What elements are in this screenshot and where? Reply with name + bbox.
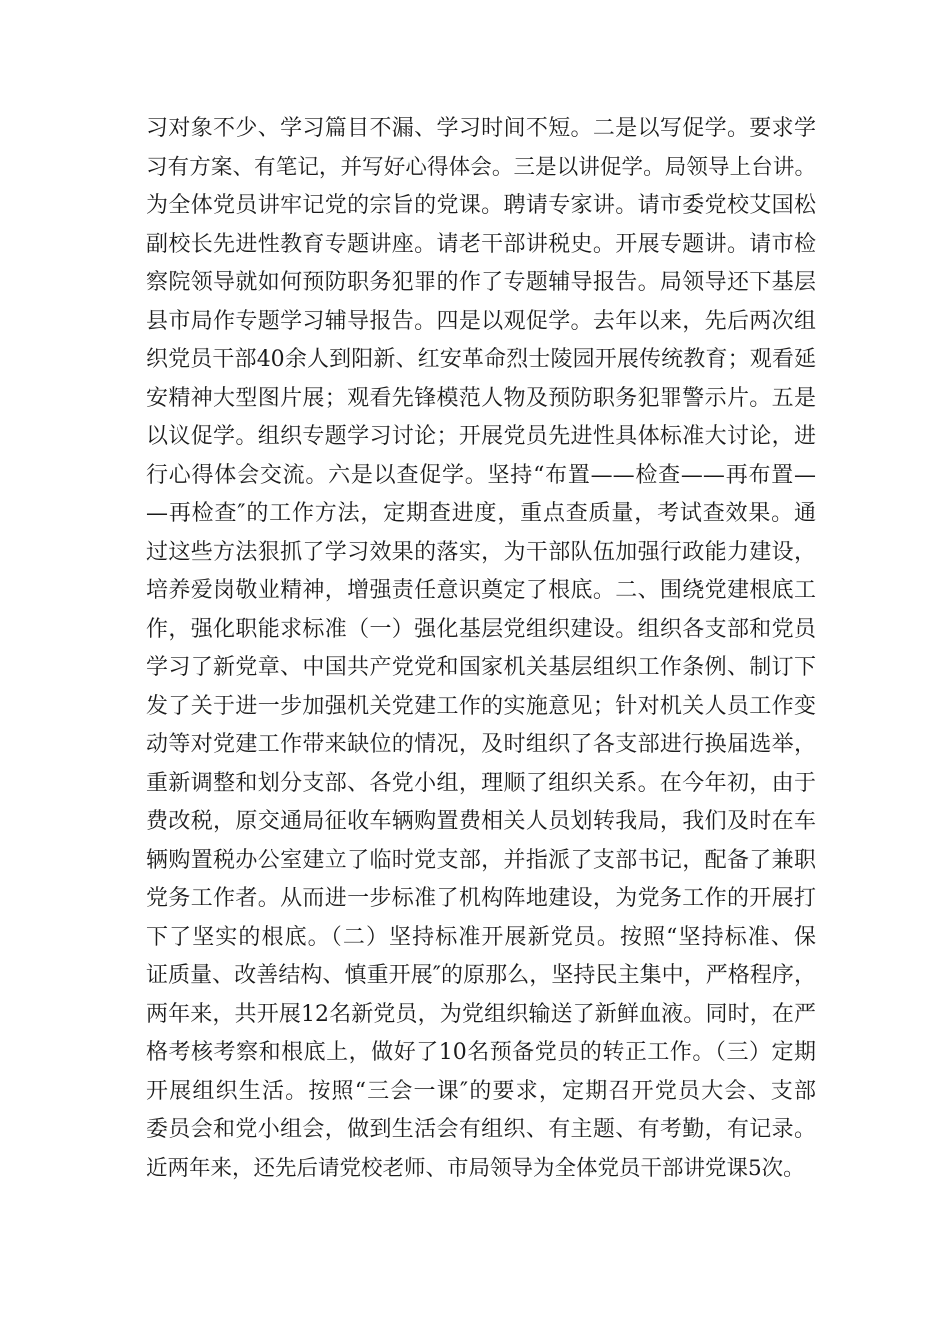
text-line: 辆购置税办公室建立了临时党支部，并指派了支部书记，配备了兼职 (146, 847, 816, 873)
text-line: 证质量、改善结构、慎重开展″的原那么，坚持民主集中，严格程序， (146, 963, 816, 988)
text-line: 织党员干部40余人到阳新、红安革命烈士陵园开展传统教育；观看延 (146, 347, 816, 372)
text-line: 安精神大型图片展；观看先锋模范人物及预防职务犯罪警示片。五是 (146, 385, 816, 411)
text-line: 重新调整和划分支部、各党小组，理顺了组织关系。在今年初，由于 (146, 770, 816, 796)
text-line: 作，强化职能求标准（一）强化基层党组织建设。组织各支部和党员 (146, 616, 816, 642)
text-line: 察院领导就如何预防职务犯罪的作了专题辅导报告。局领导还下基层 (146, 270, 816, 295)
text-line: 动等对党建工作带来缺位的情况，及时组织了各支部进行换届选举， (146, 732, 816, 757)
text-line: 近两年来，还先后请党校老师、市局领导为全体党员干部讲党课5次。 (146, 1155, 805, 1181)
text-line: 党务工作者。从而进一步标准了机构阵地建设，为党务工作的开展打 (146, 886, 816, 911)
text-line: 两年来，共开展12名新党员，为党组织输送了新鲜血液。同时，在严 (146, 1001, 816, 1027)
text-line: 过这些方法狠抓了学习效果的落实，为干部队伍加强行政能力建设， (146, 539, 816, 565)
text-line: 为全体党员讲牢记党的宗旨的党课。聘请专家讲。请市委党校艾国松 (146, 193, 816, 218)
text-line: 习有方案、有笔记，并写好心得体会。三是以讲促学。局领导上台讲。 (146, 154, 816, 180)
text-line: 开展组织生活。按照“三会一课″的要求，定期召开党员大会、支部 (146, 1078, 816, 1104)
text-line: 以议促学。组织专题学习讨论；开展党员先进性具体标准大讨论，进 (146, 424, 816, 449)
body-text (146, 110, 816, 1188)
text-line: —再检查″的工作方法，定期查进度，重点查质量，考试查效果。通 (146, 501, 816, 526)
text-line: 委员会和党小组会，做到生活会有组织、有主题、有考勤，有记录。 (146, 1117, 816, 1142)
text-line: 副校长先进性教育专题讲座。请老干部讲税史。开展专题讲。请市检 (146, 231, 816, 257)
text-line: 习对象不少、学习篇目不漏、学习时间不短。二是以写促学。要求学 (146, 116, 816, 141)
text-line: 格考核考察和根底上，做好了10名预备党员的转正工作。（三）定期 (146, 1040, 816, 1065)
text-line: 费改税，原交通局征收车辆购置费相关人员划转我局，我们及时在车 (146, 809, 816, 834)
text-line: 学习了新党章、中国共产党党和国家机关基层组织工作条例、制订下 (146, 655, 816, 680)
text-line: 行心得体会交流。六是以查促学。坚持“布置——检查——再布置— (146, 462, 816, 488)
text-line: 下了坚实的根底。（二）坚持标准开展新党员。按照“坚持标准、保 (146, 924, 816, 950)
text-line: 发了关于进一步加强机关党建工作的实施意见；针对机关人员工作变 (146, 693, 816, 719)
text-line: 培养爱岗敬业精神，增强责任意识奠定了根底。二、围绕党建根底工 (146, 578, 816, 603)
text-line: 县市局作专题学习辅导报告。四是以观促学。去年以来，先后两次组 (146, 308, 816, 334)
